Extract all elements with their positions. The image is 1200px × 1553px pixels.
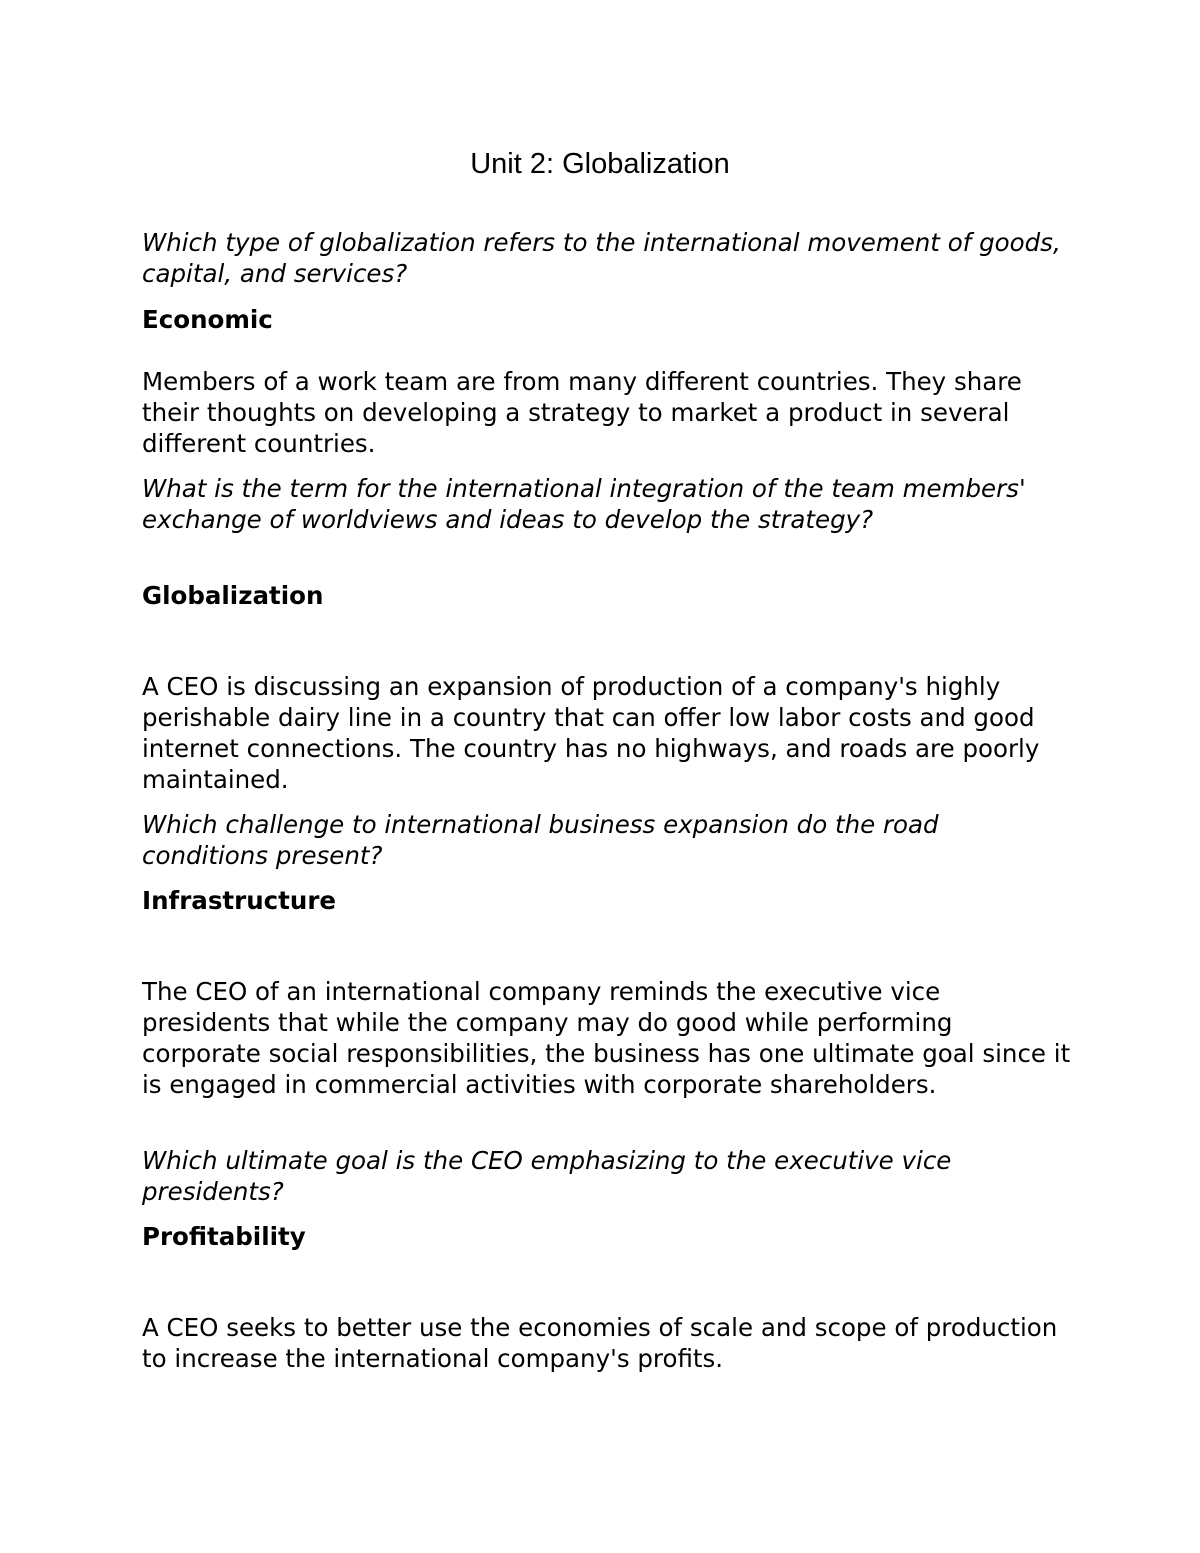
answer-3-text: Infrastructure bbox=[142, 886, 337, 915]
question-2-text: What is the term for the international integration of the team members' exchange of worldviews and ideas to develop the strategy? bbox=[142, 474, 1026, 534]
question-4-text: Which ultimate goal is the CEO emphasizing to the executive vice presidents? bbox=[142, 1146, 952, 1206]
answer-1-text: Economic bbox=[142, 305, 273, 334]
answer-2-text: Globalization bbox=[142, 581, 324, 610]
page-title: Unit 2: Globalization bbox=[470, 148, 730, 180]
question-3-text: Which challenge to international business expansion do the road conditions present? bbox=[142, 810, 939, 870]
answer-4-text: Profitability bbox=[142, 1222, 306, 1251]
question-1-text: Which type of globalization refers to the international movement of goods, capital, and services? bbox=[142, 228, 1061, 288]
scenario-5-text: A CEO seeks to better use the economies of scale and scope of production to increase the international company's profits. bbox=[142, 1313, 1058, 1373]
scenario-3-text: A CEO is discussing an expansion of production of a company's highly perishable dairy line in a country that can offer low labor costs and good internet connections. The country has no highways, and roads are poorly maintained. bbox=[142, 672, 1040, 794]
scenario-2-text: Members of a work team are from many different countries. They share their thoughts on developing a strategy to market a product in several different countries. bbox=[142, 367, 1022, 458]
scenario-4-text: The CEO of an international company reminds the executive vice presidents that while the company may do good while performing corporate social responsibilities, the business has one ultimate goal since it is engaged in commercial activities with corporate shareholders. bbox=[142, 977, 1071, 1099]
